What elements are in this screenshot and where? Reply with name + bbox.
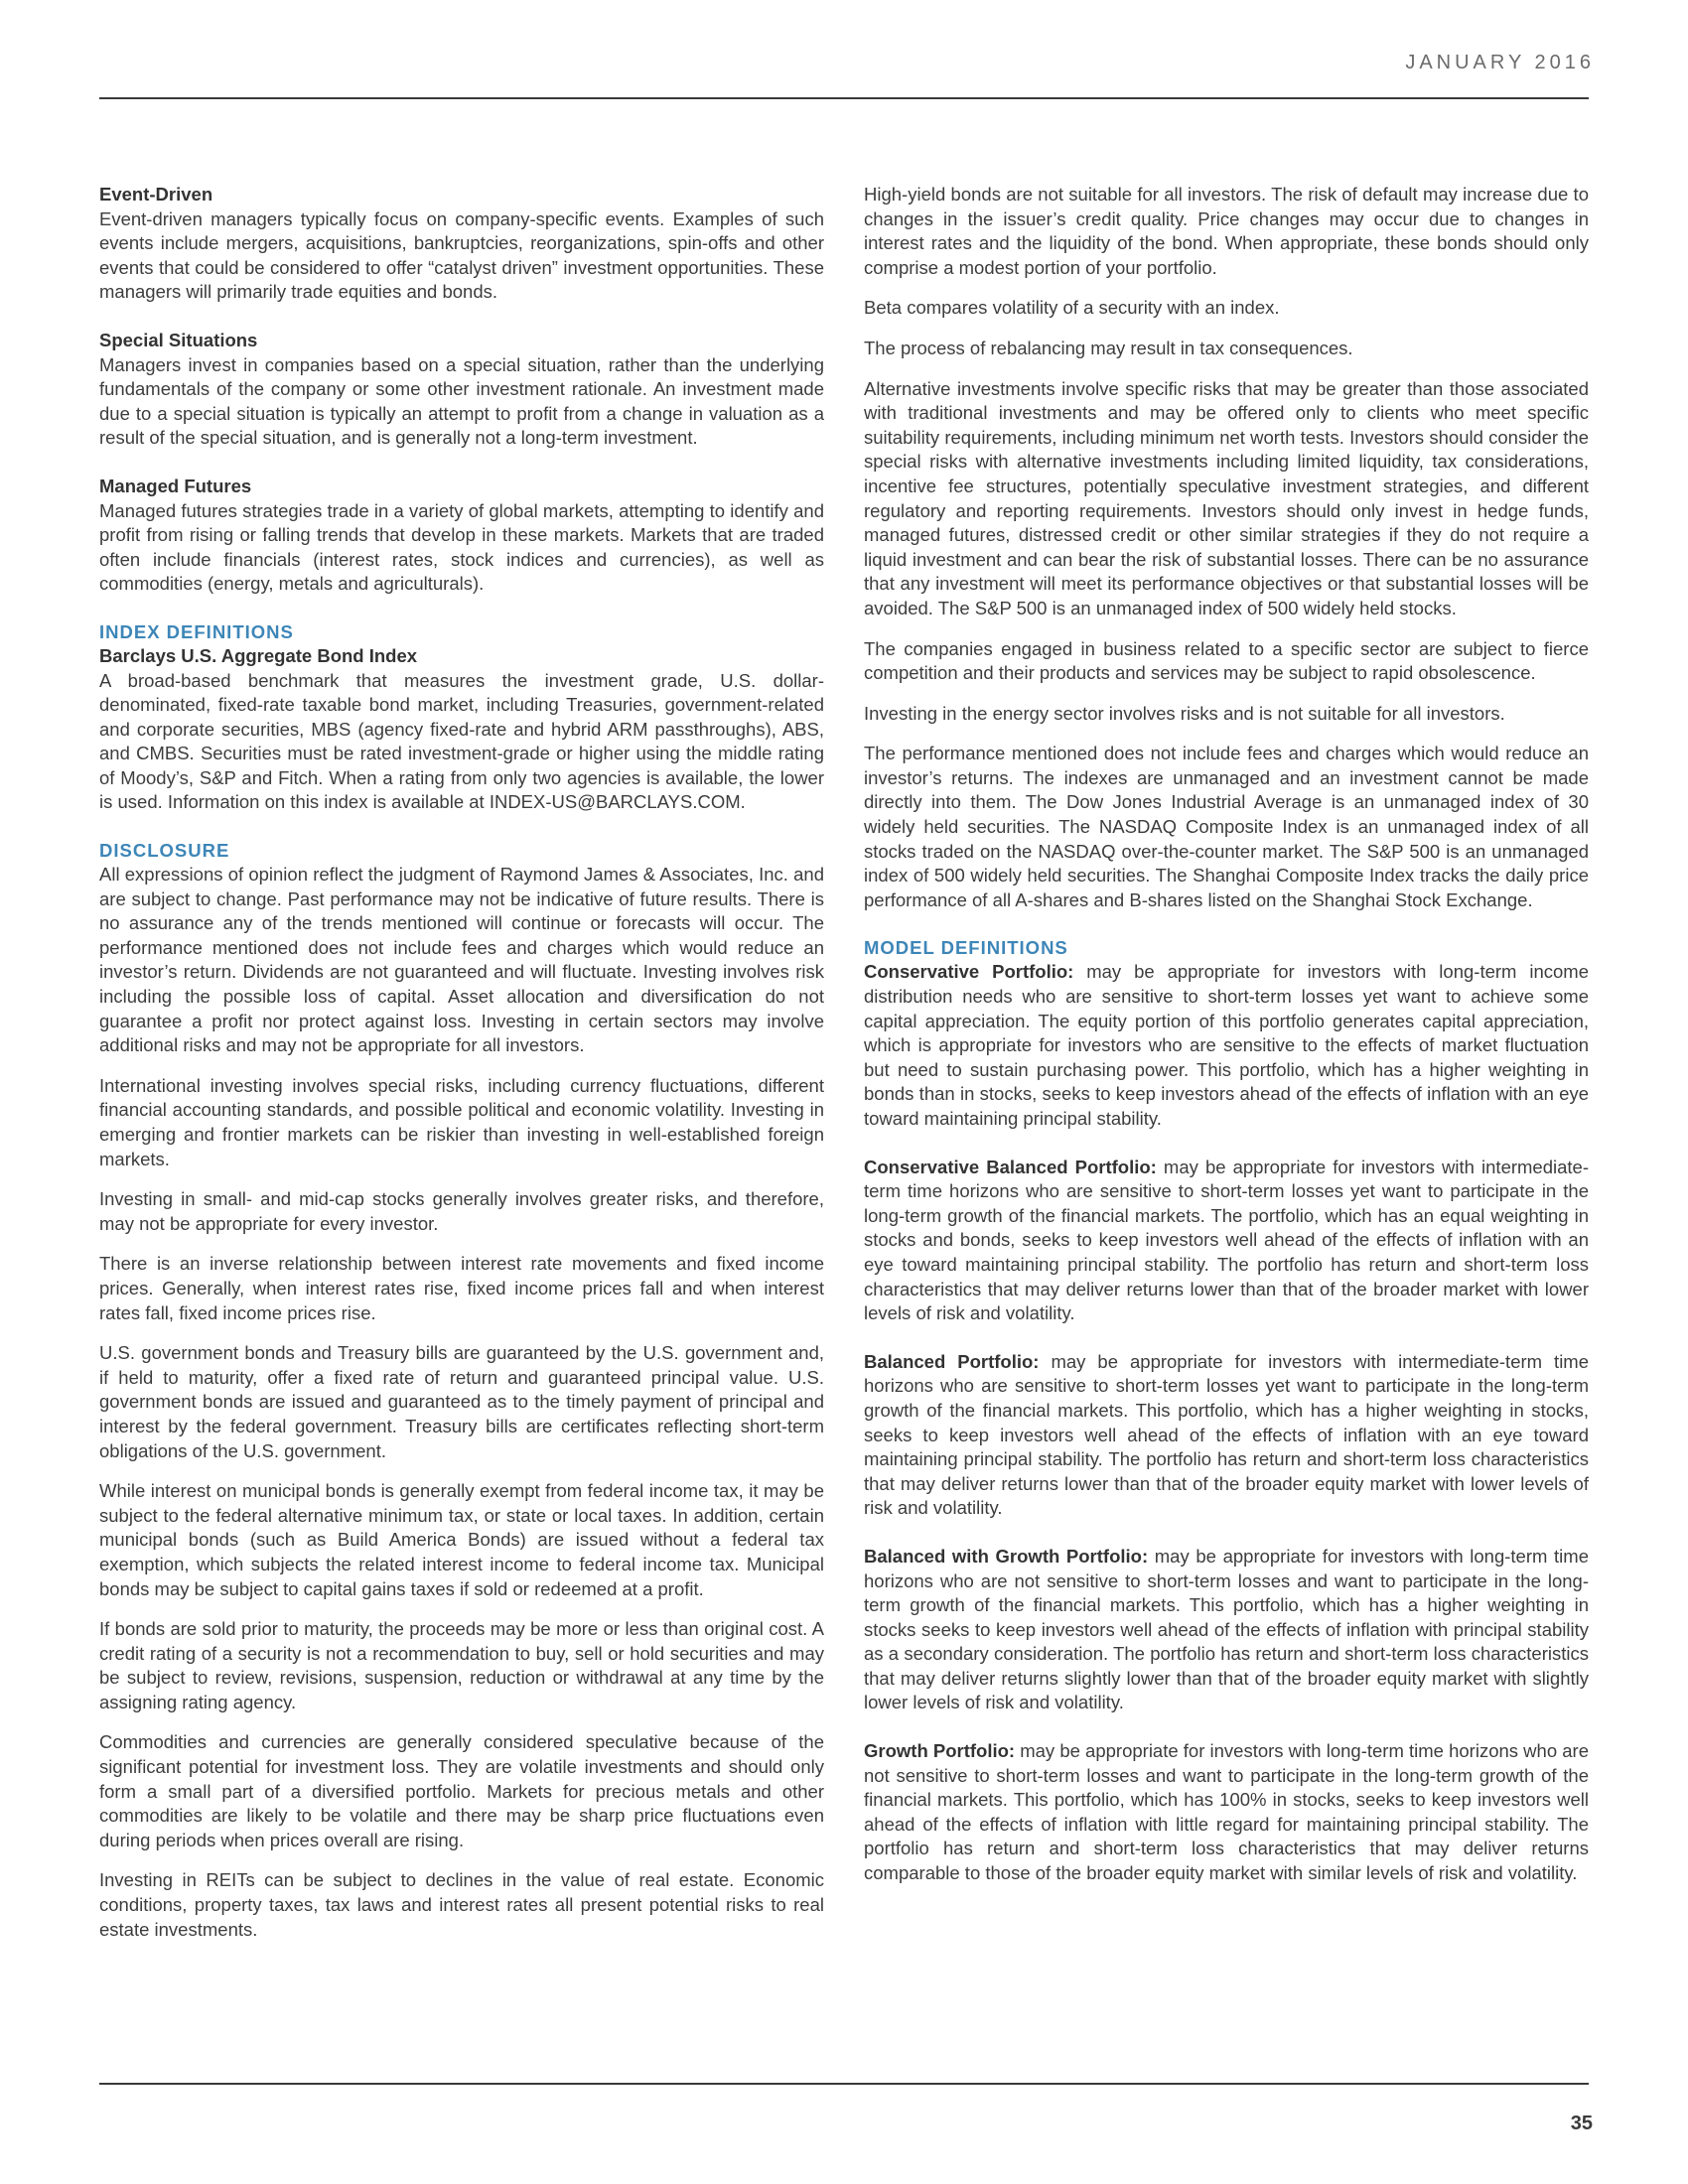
index-definitions-heading: INDEX DEFINITIONS bbox=[99, 620, 294, 642]
managed-futures-title: Managed Futures bbox=[99, 475, 252, 496]
model-conservative bbox=[864, 960, 1589, 1131]
disclosure-paragraph: Investing in small- and mid-cap stocks generally involves greater risks, and therefore, may not be appropriate for every investor. bbox=[99, 1188, 824, 1234]
disclosure-paragraph: All expressions of opinion reflect the judgment of Raymond James & Associates, Inc. and are subject to change. Past performance may not be indicative of future results. There is no assurance any of the trends mentioned will continue or forecasts will occur. The performance mentioned does not include fees and charges which would reduce an investor’s return. Dividends are not guaranteed and will fluctuate. Investing involves risk including the possible loss of capital. Asset allocation and diversification do not guarantee a profit nor protect against loss. Investing in certain sectors may involve additional risks and may not be appropriate for all investors. bbox=[99, 864, 824, 1056]
model-text: may be appropriate for investors with long-term time horizons who are not sensitive to short-term losses and want to participate in the long-term growth of the financial markets. This portfolio, which has 100% in stocks, seeks to keep investors well ahead of the effects of inflation with little regard for maintaining principal stability. The portfolio has return and short-term loss characteristics that may deliver returns comparable to those of the broader equity market with similar levels of risk and volatility. bbox=[864, 1740, 1589, 1884]
disclosure-paragraph: U.S. government bonds and Treasury bills are guaranteed by the U.S. government and, if held to maturity, offer a fixed rate of return and guaranteed principal value. U.S. government bonds are issued and guaranteed as to the timely payment of principal and interest by the federal government. Treasury bills are certificates reflecting short-term obligations of the U.S. government. bbox=[99, 1342, 824, 1461]
page-number: 35 bbox=[1570, 2113, 1593, 2134]
left-column bbox=[99, 183, 824, 1958]
model-name: Conservative Balanced Portfolio: bbox=[864, 1156, 1157, 1177]
model-text: may be appropriate for investors with long-term income distribution needs who are sensitive to short-term losses yet want to achieve some capital appreciation. The equity portion of this portfolio generates capital appreciation, which is appropriate for investors who are sensitive to the effects of market fluctuation but need to sustain purchasing power. This portfolio, which has a higher weighting in bonds than in stocks, seeks to keep investors ahead of the effects of inflation with an eye toward maintaining principal stability. bbox=[864, 961, 1589, 1129]
managed-futures-body: Managed futures strategies trade in a variety of global markets, attempting to identify and profit from rising or falling trends that develop in these markets. Markets that are traded often include financials (interest rates, stock indices and currencies), as well as commodities (energy, metals and agriculturals). bbox=[99, 499, 824, 595]
section-managed-futures bbox=[99, 475, 824, 597]
header-date: JANUARY 2016 bbox=[1405, 52, 1595, 73]
footer-rule bbox=[99, 2083, 1589, 2085]
alternative-investments-paragraph: Alternative investments involve specific risks that may be greater than those associated with traditional investments and may be offered only to clients who meet specific suitability requirements, including minimum net worth tests. Investors should consider the special risks with alternative investments including limited liquidity, tax considerations, incentive fee structures, potentially speculative investment strategies, and different regulatory and reporting requirements. Investors should only invest in hedge funds, managed futures, distressed credit or other similar strategies if they do not require a liquid investment and can bear the risk of substantial losses. There can be no assurance that any investment will meet its performance objectives or that substantial losses will be avoided. The S&P 500 is an unmanaged index of 500 widely held stocks. bbox=[864, 377, 1589, 618]
model-definitions-list bbox=[864, 960, 1589, 1885]
model-text: may be appropriate for investors with long-term time horizons who are not sensitive to short-term losses and want to participate in the long-term growth of the financial markets. This portfolio, which has a higher weighting in stocks seeks to keep investors well ahead of the effects of inflation with principal stability as a secondary consideration. The portfolio has return and short-term loss characteristics that may deliver returns slightly lower than that of the broader equity market with slightly lower levels of risk and volatility. bbox=[864, 1545, 1589, 1713]
section-barclays-index bbox=[99, 644, 824, 815]
event-driven-body: Event-driven managers typically focus on company-specific events. Examples of such events include mergers, acquisitions, bankruptcies, reorganizations, spin-offs and other events that could be considered to offer “catalyst driven” investment opportunities. These managers will primarily trade equities and bonds. bbox=[99, 207, 824, 303]
barclays-index-body: A broad-based benchmark that measures the investment grade, U.S. dollar-denominated, fixed-rate taxable bond market, including Treasuries, government-related and corporate securities, MBS (agency fixed-rate and hybrid ARM passthroughs), ABS, and CMBS. Securities must be rated investment-grade or higher using the middle rating of Moody’s, S&P and Fitch. When a rating from only two agencies is available, the lower is used. Information on this index is available at INDEX-US@BARCLAYS.COM. bbox=[99, 669, 824, 813]
model-conservative-balanced bbox=[864, 1156, 1589, 1326]
disclosure-paragraph: There is an inverse relationship between interest rate movements and fixed income prices. Generally, when interest rates rise, fixed income prices fall and when interest rates fall, fixed income prices rise. bbox=[99, 1253, 824, 1323]
beta-paragraph: Beta compares volatility of a security with an index. bbox=[864, 297, 1280, 319]
event-driven-title: Event-Driven bbox=[99, 184, 213, 205]
disclosure-paragraph: If bonds are sold prior to maturity, the proceeds may be more or less than original cost. A credit rating of a security is not a recommendation to buy, sell or hold securities and may be subject to review, revisions, suspension, reduction or withdrawal at any time by the assigning rating agency. bbox=[99, 1618, 824, 1712]
special-situations-title: Special Situations bbox=[99, 329, 258, 350]
model-name: Balanced Portfolio: bbox=[864, 1350, 1040, 1372]
high-yield-paragraph: High-yield bonds are not suitable for all investors. The risk of default may increase due to changes in the issuer’s credit quality. Price changes may occur due to changes in interest rates and the liquidity of the bond. When appropriate, these bonds should only comprise a modest portion of your portfolio. bbox=[864, 184, 1589, 278]
model-definitions-heading: MODEL DEFINITIONS bbox=[864, 937, 1068, 959]
model-name: Growth Portfolio: bbox=[864, 1740, 1016, 1762]
barclays-index-title: Barclays U.S. Aggregate Bond Index bbox=[99, 644, 418, 666]
indexes-paragraph: The performance mentioned does not include fees and charges which would reduce an investor’s returns. The indexes are unmanaged and an investment cannot be made directly into them. The Dow Jones Industrial Average is an unmanaged index of 30 widely held securities. The NASDAQ Composite Index is an unmanaged index of all stocks traded on the NASDAQ over-the-counter market. The S&P 500 is an unmanaged index of 500 widely held securities. The Shanghai Composite Index tracks the daily price performance of all A-shares and B-shares listed on the Shanghai Stock Exchange. bbox=[864, 743, 1589, 910]
disclosure-paragraph: International investing involves special risks, including currency fluctuations, different financial accounting standards, and possible political and economic volatility. Investing in emerging and frontier markets can be riskier than investing in well-established foreign markets. bbox=[99, 1074, 824, 1169]
model-balanced bbox=[864, 1350, 1589, 1521]
section-event-driven bbox=[99, 183, 824, 305]
section-special-situations bbox=[99, 329, 824, 451]
sector-paragraph: The companies engaged in business related to a specific sector are subject to fierce competition and their products and services may be subject to rapid obsolescence. bbox=[864, 637, 1589, 684]
special-situations-body: Managers invest in companies based on a special situation, rather than the underlying fundamentals of the company or some other investment rationale. An investment made due to a special situation is typically an attempt to profit from a change in valuation as a result of the special situation, and is generally not a long-term investment. bbox=[99, 353, 824, 449]
rebalancing-paragraph: The process of rebalancing may result in tax consequences. bbox=[864, 337, 1353, 358]
model-growth bbox=[864, 1739, 1589, 1886]
disclosure-heading: DISCLOSURE bbox=[99, 840, 230, 862]
disclosure-paragraphs bbox=[99, 863, 824, 1942]
model-text: may be appropriate for investors with intermediate-term time horizons who are sensitive to short-term losses yet want to participate in the long-term growth of the financial markets. The portfolio, which has an equal weighting in stocks and bonds, seeks to keep investors well ahead of the effects of inflation with an eye toward maintaining principal stability. The portfolio has return and short-term loss characteristics that may deliver returns lower than that of the broader market with lower levels of risk and volatility. bbox=[864, 1156, 1589, 1324]
disclosure-paragraph: While interest on municipal bonds is generally exempt from federal income tax, it may be subject to the federal alternative minimum tax, or state or local taxes. In addition, certain municipal bonds (such as Build America Bonds) are issued without a federal tax exemption, which subjects the related interest income to federal income tax. Municipal bonds may be subject to capital gains taxes if sold or redeemed at a profit. bbox=[99, 1480, 824, 1599]
model-balanced-growth bbox=[864, 1545, 1589, 1715]
model-name: Conservative Portfolio: bbox=[864, 961, 1074, 983]
right-column bbox=[864, 183, 1589, 1910]
model-text: may be appropriate for investors with intermediate-term time horizons who are sensitive to short-term losses yet want to participate in the long-term growth of the financial markets. This portfolio, which has a higher weighting in stocks, seeks to keep investors well ahead of the effects of inflation with an eye toward maintaining principal stability. The portfolio has return and short-term loss characteristics that may deliver returns lower than that of the broader equity market with lower levels of risk and volatility. bbox=[864, 1350, 1589, 1519]
model-name: Balanced with Growth Portfolio: bbox=[864, 1545, 1149, 1567]
energy-paragraph: Investing in the energy sector involves risks and is not suitable for all investors. bbox=[864, 702, 1505, 724]
disclosure-paragraph: Commodities and currencies are generally considered speculative because of the significant potential for investment loss. They are volatile investments and should only form a small part of a diversified portfolio. Markets for precious metals and other commodities are likely to be volatile and there may be sharp price fluctuations even during periods when prices overall are rising. bbox=[99, 1731, 824, 1850]
disclosure-paragraph: Investing in REITs can be subject to declines in the value of real estate. Economic conditions, property taxes, tax laws and interest rates all present potential risks to real estate investments. bbox=[99, 1869, 824, 1940]
header-rule bbox=[99, 97, 1589, 99]
